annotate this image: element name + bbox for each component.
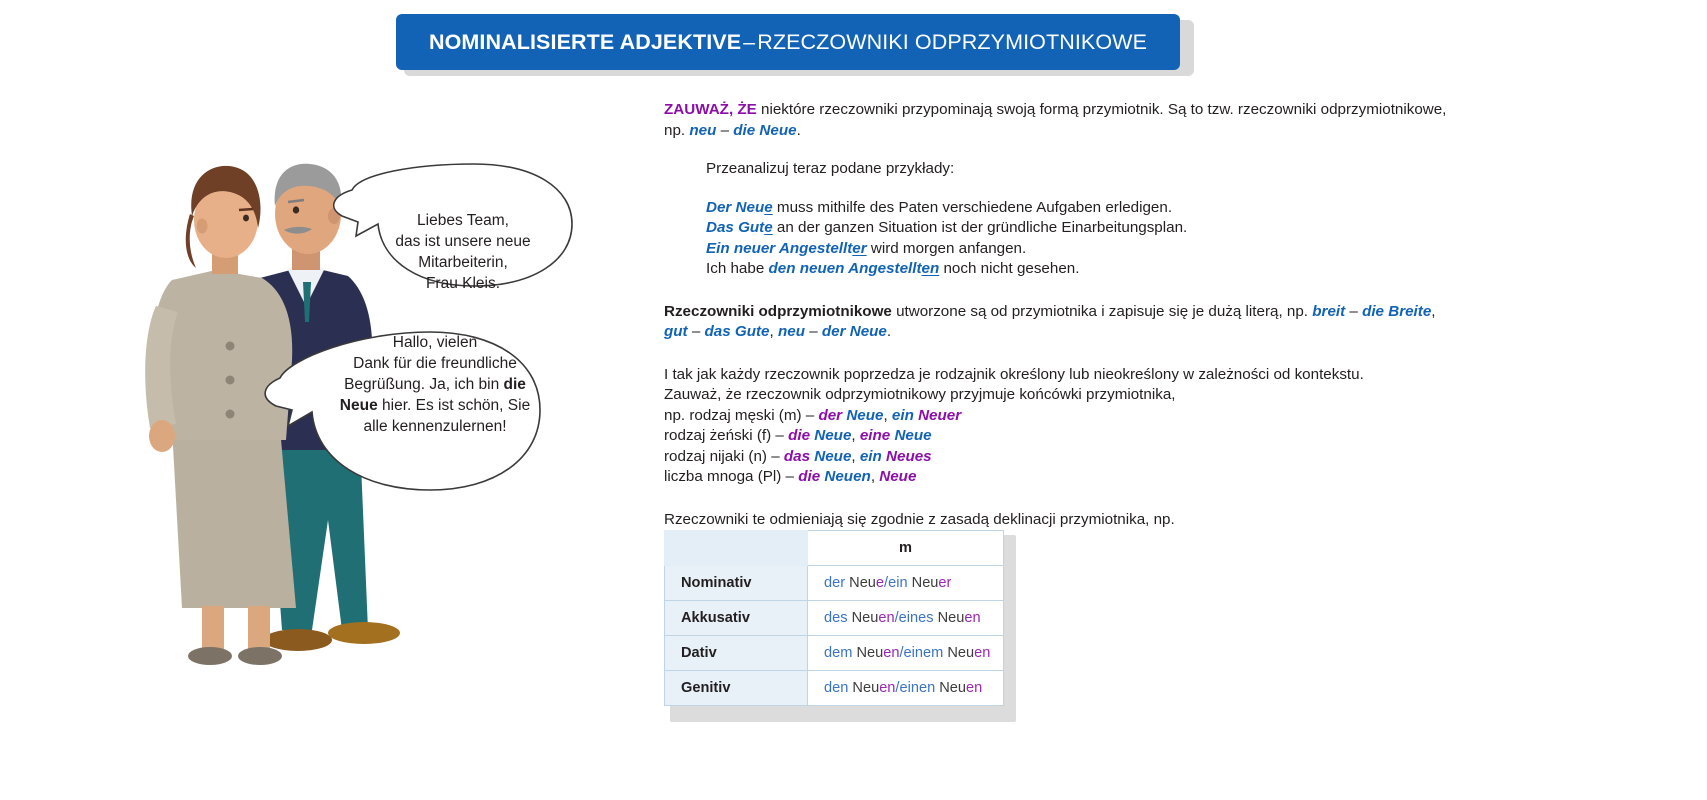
genders-line-2: Zauważ, że rzeczownik odprzymiotnikowy przyjmuje końcówki przymiotnika, bbox=[664, 386, 1176, 403]
rule-pair3-sep: – bbox=[804, 323, 822, 340]
bubble-man-line-5: alle kennenzulernen! bbox=[363, 418, 507, 435]
intro-paragraph-line2 bbox=[664, 121, 1694, 142]
table-row bbox=[665, 566, 1004, 601]
woman-shoe-right bbox=[238, 647, 282, 665]
bubble-man-line-3 bbox=[312, 374, 558, 395]
gender-row-1-noun-1: Neue bbox=[842, 406, 884, 424]
woman-ear bbox=[197, 219, 208, 234]
gender-row-1-article-2: ein bbox=[891, 406, 914, 424]
table-forms-akkusativ bbox=[808, 601, 1004, 636]
rule-pair1-a: breit bbox=[1312, 302, 1346, 320]
table-forms-genitiv bbox=[808, 671, 1004, 706]
rule-pair2-comma: , bbox=[769, 323, 778, 340]
rule-paragraph-line2 bbox=[664, 322, 1694, 343]
declension-table bbox=[664, 530, 1004, 706]
example-item bbox=[706, 198, 1694, 219]
examples-heading: Przeanalizuj teraz podane przykłady: bbox=[706, 160, 955, 177]
intro-line2-sep: – bbox=[716, 121, 734, 139]
example-2-rest: an der ganzen Situation ist der gründliche Einarbeitungsplan. bbox=[772, 219, 1188, 236]
form-article-2: einem bbox=[903, 645, 944, 661]
rule-pair2-a: gut bbox=[664, 323, 688, 340]
gender-row-3-article-1: das bbox=[783, 447, 811, 465]
table-forms-nominativ bbox=[808, 566, 1004, 601]
form-stem-2: Neu bbox=[933, 610, 965, 626]
intro-paragraph bbox=[664, 100, 1694, 121]
example-3-rest: wird morgen anfangen. bbox=[866, 239, 1027, 257]
rule-pair2-sep: – bbox=[687, 323, 705, 340]
gender-row-4-article-1: die bbox=[798, 468, 821, 485]
form-stem-2: Neu bbox=[943, 645, 975, 661]
rule-pair3-a: neu bbox=[777, 323, 805, 340]
man-shoe-right bbox=[328, 622, 400, 644]
form-ending-2: en bbox=[964, 610, 981, 626]
bubble-woman-line-2: das ist unsere neue bbox=[395, 233, 531, 250]
man-eye bbox=[293, 206, 299, 213]
form-stem-2: Neu bbox=[935, 680, 967, 696]
rule-pair3-b: der Neue bbox=[821, 323, 887, 340]
form-slash: / bbox=[895, 680, 900, 696]
table-corner-cell bbox=[665, 531, 808, 566]
form-article-2: ein bbox=[888, 575, 908, 591]
rule-pair2-b: das Gute bbox=[704, 323, 770, 340]
table-case-dativ: Dativ bbox=[665, 636, 808, 671]
form-article-1: des bbox=[824, 610, 848, 626]
intro-line2-prefix: np. bbox=[664, 121, 690, 139]
banner-title-bold: NOMINALISIERTE ADJEKTIVE bbox=[428, 29, 742, 54]
form-ending-1: en bbox=[878, 610, 895, 626]
example-1-rest: muss mithilfe des Paten verschiedene Aufgaben erledigen. bbox=[772, 198, 1173, 216]
table-row bbox=[665, 601, 1004, 636]
rule-pair1-b: die Breite bbox=[1362, 302, 1432, 320]
rule-period: . bbox=[886, 323, 892, 340]
table-row bbox=[665, 636, 1004, 671]
gender-row-1-sep: , bbox=[883, 406, 892, 424]
gender-row-2-article-1: die bbox=[788, 427, 811, 444]
example-1-highlight: Der Neu bbox=[706, 198, 765, 216]
rule-bold-lead: Rzeczowniki odprzymiotnikowe bbox=[664, 302, 892, 320]
banner-title-rest: RZECZOWNIKI ODPRZYMIOTNIKOWE bbox=[757, 29, 1148, 54]
table-case-nominativ: Nominativ bbox=[665, 566, 808, 601]
bubble-woman-text bbox=[353, 210, 573, 294]
form-article-1: der bbox=[824, 575, 846, 591]
form-ending-1: en bbox=[883, 645, 900, 661]
spacer-1 bbox=[664, 141, 1694, 159]
form-ending-2: en bbox=[966, 680, 983, 696]
banner-title-bar bbox=[396, 14, 1180, 70]
spacer-3 bbox=[664, 280, 1694, 302]
intro-word-die-neue: die Neue bbox=[733, 121, 797, 139]
gender-row-3-label: rodzaj nijaki (n) – bbox=[664, 447, 784, 465]
gender-row-3-noun-2: Neues bbox=[881, 447, 932, 465]
rule-paragraph bbox=[664, 302, 1694, 323]
form-article-1: den bbox=[824, 680, 849, 696]
lesson-content bbox=[664, 100, 1694, 530]
gender-row-1-noun-2: Neuer bbox=[913, 406, 962, 424]
example-4-rest: noch nicht gesehen. bbox=[939, 260, 1080, 277]
woman-coat-button-3 bbox=[226, 410, 235, 419]
example-item bbox=[706, 218, 1694, 239]
bubble-woman-line-4: Frau Kleis. bbox=[425, 275, 501, 292]
woman-leg-left bbox=[202, 606, 224, 650]
gender-row-masculine bbox=[664, 406, 1694, 427]
rule-text: utworzone są od przymiotnika i zapisuje się je dużą literą, np. bbox=[891, 302, 1313, 320]
woman-coat-button-1 bbox=[226, 342, 235, 351]
gender-row-3-article-2: ein bbox=[859, 447, 882, 465]
bubble-man-bold-neue: Neue bbox=[339, 397, 378, 414]
gender-row-1-article-1: der bbox=[818, 406, 843, 424]
form-ending-1: en bbox=[879, 680, 896, 696]
table-row bbox=[665, 671, 1004, 706]
form-article-2: eines bbox=[898, 610, 934, 626]
gender-row-3-noun-1: Neue bbox=[810, 447, 852, 465]
bubble-man-line-3-text: Begrüßung. Ja, ich bin bbox=[344, 376, 504, 393]
woman-hand bbox=[149, 420, 175, 452]
form-ending-1: e bbox=[875, 575, 885, 591]
intro-line2-suffix: . bbox=[796, 121, 801, 139]
bubble-man-line-4 bbox=[312, 395, 558, 416]
example-4-prefix: Ich habe bbox=[706, 260, 769, 277]
bubble-man-line-4-text: hier. Es ist schön, Sie bbox=[377, 397, 531, 414]
form-slash: / bbox=[894, 610, 899, 626]
bubble-woman-line-3: Mitarbeiterin, bbox=[418, 254, 508, 271]
header-banner bbox=[396, 14, 1186, 74]
bubble-man-line-1: Hallo, vielen bbox=[392, 334, 478, 351]
bubble-man-line-2: Dank für die freundliche bbox=[353, 355, 517, 372]
woman-shoe-left bbox=[188, 647, 232, 665]
woman-coat-button-2 bbox=[226, 376, 235, 385]
gender-row-1-label: np. rodzaj męski (m) – bbox=[664, 406, 819, 424]
table-forms-dativ bbox=[808, 636, 1004, 671]
example-2-highlight: Das Gut bbox=[706, 219, 765, 236]
banner-title-dash: – bbox=[743, 29, 756, 54]
table-case-akkusativ: Akkusativ bbox=[665, 601, 808, 636]
declension-table-wrapper bbox=[664, 530, 1016, 722]
gender-row-2-article-2: eine bbox=[859, 427, 891, 444]
example-3-ending: er bbox=[852, 239, 867, 257]
example-item bbox=[706, 239, 1694, 260]
gender-row-4-label: liczba mnoga (Pl) – bbox=[664, 468, 799, 485]
gender-row-plural bbox=[664, 467, 1694, 488]
gender-row-3-sep: , bbox=[851, 447, 860, 465]
bubble-woman-line-1: Liebes Team, bbox=[417, 212, 509, 229]
gender-row-feminine bbox=[664, 426, 1694, 447]
example-3-highlight: Ein neuer Angestellt bbox=[706, 239, 853, 257]
gender-row-2-sep: , bbox=[851, 427, 860, 444]
rule-comma: , bbox=[1431, 302, 1436, 320]
woman-eye bbox=[243, 215, 249, 222]
spacer-4 bbox=[664, 343, 1694, 365]
intro-word-neu: neu bbox=[689, 121, 717, 139]
spacer-2 bbox=[664, 180, 1694, 198]
example-4-highlight: den neuen Angestellt bbox=[768, 260, 922, 277]
table-intro: Rzeczowniki te odmieniają się zgodnie z zasadą deklinacji przymiotnika, np. bbox=[664, 510, 1175, 528]
table-case-genitiv: Genitiv bbox=[665, 671, 808, 706]
man-shoe-left bbox=[264, 629, 332, 651]
example-item bbox=[706, 259, 1694, 280]
form-stem-1: Neu bbox=[848, 680, 880, 696]
form-ending-2: er bbox=[938, 575, 952, 591]
gender-row-4-sep: , bbox=[870, 468, 880, 485]
rule-pair1-sep: – bbox=[1345, 302, 1363, 320]
woman-eyebrow bbox=[239, 209, 253, 210]
woman-skirt bbox=[172, 428, 296, 608]
woman-leg-right bbox=[248, 606, 270, 650]
bubble-man-text bbox=[312, 332, 558, 437]
bubble-man-bold-die: die bbox=[503, 376, 526, 393]
example-4-ending: en bbox=[921, 260, 940, 277]
form-article-2: einen bbox=[899, 680, 936, 696]
gender-row-neuter bbox=[664, 447, 1694, 468]
intro-lead: ZAUWAŻ, ŻE bbox=[664, 101, 757, 118]
gender-row-2-noun-1: Neue bbox=[810, 427, 852, 444]
form-article-1: dem bbox=[824, 645, 853, 661]
form-stem-1: Neu bbox=[852, 645, 884, 661]
form-stem-2: Neu bbox=[907, 575, 939, 591]
gender-row-2-label: rodzaj żeński (f) – bbox=[664, 427, 789, 444]
spacer-5 bbox=[664, 488, 1694, 510]
form-slash: / bbox=[884, 575, 889, 591]
example-1-ending: e bbox=[764, 198, 773, 216]
form-stem-1: Neu bbox=[847, 610, 879, 626]
genders-line-1: I tak jak każdy rzeczownik poprzedza je rodzajnik określony lub nieokreślony w zależności od kontekstu. bbox=[664, 365, 1364, 383]
gender-row-4-noun-2: Neue bbox=[879, 468, 917, 485]
gender-row-4-noun-1: Neuen bbox=[820, 468, 871, 485]
form-slash: / bbox=[899, 645, 904, 661]
gender-row-2-noun-2: Neue bbox=[890, 427, 932, 444]
form-stem-1: Neu bbox=[845, 575, 876, 591]
example-2-ending: e bbox=[764, 219, 773, 236]
form-ending-2: en bbox=[974, 645, 991, 661]
intro-text: niektóre rzeczowniki przypominają swoją formą przymiotnik. Są to tzw. rzeczowniki odprzymiotnikowe, bbox=[756, 101, 1447, 118]
table-header-row bbox=[665, 531, 1004, 566]
table-column-header-m: m bbox=[808, 531, 1004, 566]
illustration-two-colleagues bbox=[120, 110, 640, 700]
